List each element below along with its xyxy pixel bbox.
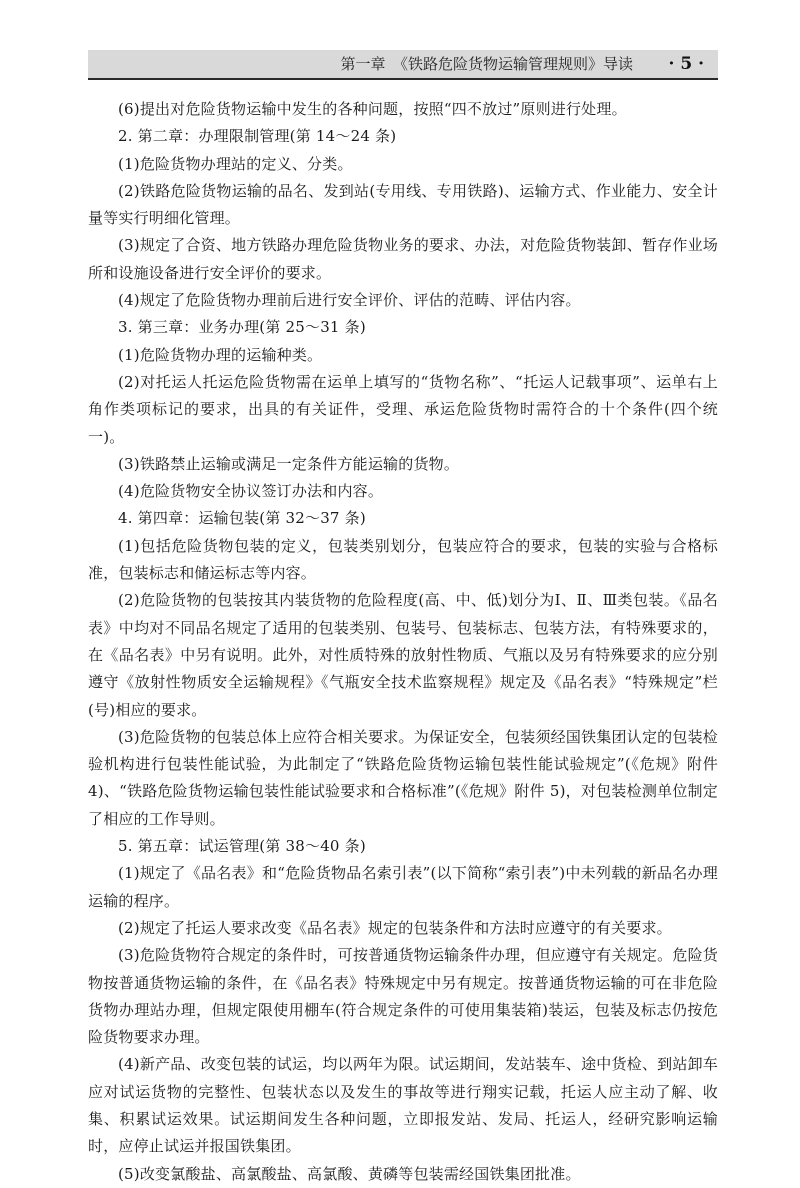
section-heading: 4. 第四章：运输包装(第 32～37 条): [118, 509, 366, 528]
paragraph: (6)提出对危险货物运输中发生的各种问题，按照“四不放过”原则进行处理。: [118, 100, 627, 118]
paragraph: (3)铁路禁止运输或满足一定条件方能运输的货物。: [118, 454, 460, 473]
paragraph: (1)危险货物办理的运输种类。: [118, 345, 323, 364]
paragraph: (2)对托运人托运危险货物需在运单上填写的“货物名称”、“托运人记载事项”、运单右上角作类项标记的要求，出具的有关证件，受理、承运危险货物时需符合的十个条件(四个统一)。: [88, 372, 718, 446]
paragraph: (2)规定了托运人要求改变《品名表》规定的包装条件和方法时应遵守的有关要求。: [118, 918, 672, 937]
paragraph: (2)危险货物的包装按其内装货物的危险程度(高、中、低)划分为Ⅰ、Ⅱ、Ⅲ类包装。《品名表》中均对不同品名规定了适用的包装类别、包装号、包装标志、包装方法，有特殊要求的，在《品名表》中另有说明。此外，对性质特殊的放射性物质、气瓶以及另有特殊要求的应分别遵守《放射性物质安全运输规程》《气瓶安全技术监察规程》规定及《品名表》“特殊规定”栏(号)相应的要求。: [88, 591, 718, 719]
paragraph: (4)危险货物安全协议签订办法和内容。: [118, 482, 384, 501]
paragraph: (4)规定了危险货物办理前后进行安全评价、评估的范畴、评估内容。: [118, 291, 581, 310]
paragraph: (1)规定了《品名表》和“危险货物品名索引表”(以下简称“索引表”)中未列载的新品名办理运输的程序。: [88, 864, 718, 910]
paragraph: (1)包括危险货物包装的定义，包装类别划分，包装应符合的要求，包装的实验与合格标准，包装标志和储运标志等内容。: [88, 536, 718, 583]
section-heading: 5. 第五章：试运管理(第 38～40 条): [118, 837, 366, 856]
paragraph: (3)危险货物符合规定的条件时，可按普通货物运输条件办理，但应遵守有关规定。危险货物按普通货物运输的条件，在《品名表》特殊规定中另有规定。按普通货物运输的可在非危险货物办理站办理，但规定限使用棚车(符合规定条件的可使用集装箱)装运，包装及标志仍按危险货物要求办理。: [88, 946, 718, 1047]
page-number: · 5 ·: [668, 54, 704, 74]
body-text: [88, 96, 718, 1188]
paragraph: (2)铁路危险货物运输的品名、发到站(专用线、专用铁路)、运输方式、作业能力、安全计量等实行明细化管理。: [88, 181, 718, 228]
section-heading: 3. 第三章：业务办理(第 25～31 条): [118, 318, 366, 337]
paragraph: (4)新产品、改变包装的试运，均以两年为限。试运期间，发站装车、途中货检、到站卸车应对试运货物的完整性、包装状态以及发生的事故等进行翔实记载，托运人应主动了解、收集、积累试运效果。试运期间发生各种问题，立即报发站、发局、托运人，经研究影响运输时，应停止试运并报国铁集团。: [88, 1055, 718, 1156]
paragraph: (1)危险货物办理站的定义、分类。: [118, 154, 353, 173]
chapter-title: 第一章 《铁路危险货物运输管理规则》导读: [340, 55, 633, 73]
paragraph: (5)改变氯酸盐、高氯酸盐、高氯酸、黄磷等包装需经国铁集团批准。: [118, 1164, 581, 1183]
paragraph: (3)规定了合资、地方铁路办理危险货物业务的要求、办法，对危险货物装卸、暂存作业场所和设施设备进行安全评价的要求。: [88, 236, 718, 282]
section-heading: 2. 第二章：办理限制管理(第 14～24 条): [118, 127, 397, 146]
running-header: [88, 36, 718, 92]
paragraph: (3)危险货物的包装总体上应符合相关要求。为保证安全，包装须经国铁集团认定的包装检验机构进行包装性能试验，为此制定了“铁路危险货物运输包装性能试验规定”(《危规》附件 4)、“铁路危险货物运输包装性能试验要求和合格标准”(《危规》附件 5)，对包装检测单位制定了相应的工作导则。: [88, 727, 718, 828]
